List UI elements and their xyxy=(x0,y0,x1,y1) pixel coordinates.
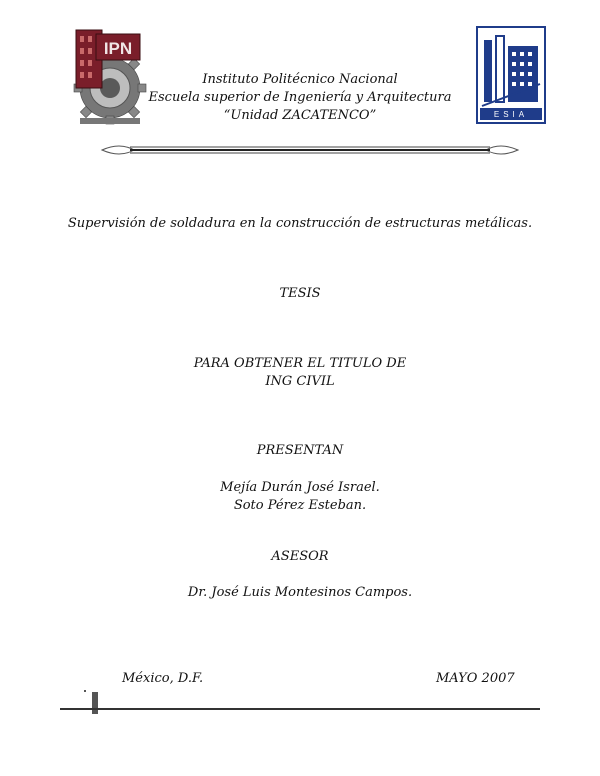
ornamental-divider xyxy=(100,140,520,160)
advisor-heading: ASESOR xyxy=(271,549,329,564)
thesis-title: Supervisión de soldadura en la construcción de estructuras metálicas. xyxy=(67,216,533,231)
unit-name: “Unidad ZACATENCO” xyxy=(223,108,377,123)
footer-divider xyxy=(60,692,540,716)
institution-name: Instituto Politécnico Nacional xyxy=(202,72,398,87)
purpose-line-2: ING CIVIL xyxy=(265,374,335,389)
presenter-name: Soto Pérez Esteban. xyxy=(233,498,367,513)
footer-place: México, D.F. xyxy=(122,671,204,686)
advisor-name: Dr. José Luis Montesinos Campos. xyxy=(187,585,413,600)
document-type: TESIS xyxy=(279,286,321,301)
school-name: Escuela superior de Ingeniería y Arquitectura xyxy=(148,90,452,105)
presenter-name: Mejía Durán José Israel. xyxy=(220,480,380,495)
ipn-logo-text: IPN xyxy=(103,39,133,58)
purpose-line-1: PARA OBTENER EL TITULO DE xyxy=(193,356,407,371)
presenters-heading: PRESENTAN xyxy=(256,443,344,458)
footer-date: MAYO 2007 xyxy=(436,671,515,686)
esia-logo-text: ESIA xyxy=(493,110,529,119)
